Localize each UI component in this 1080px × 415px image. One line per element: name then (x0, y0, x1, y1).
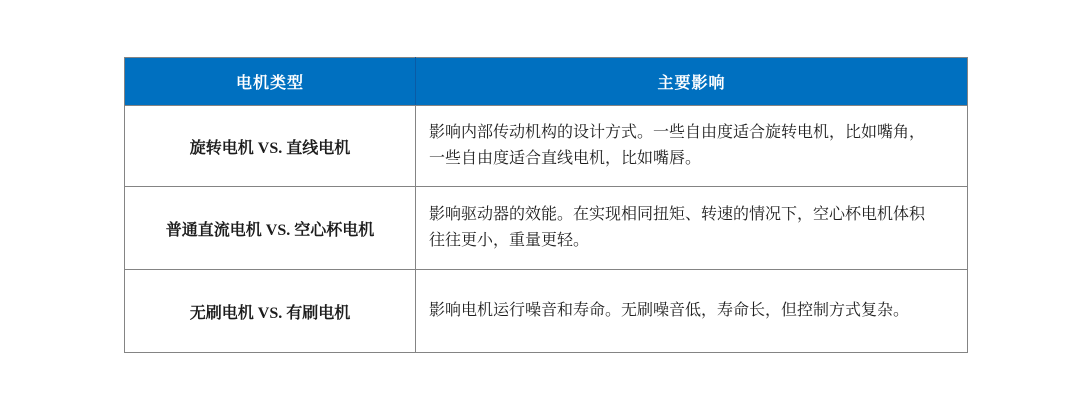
header-cell-motor-type: 电机类型 (125, 58, 416, 106)
cell-motor-type-brushless-vs-brushed: 无刷电机 VS. 有刷电机 (125, 270, 416, 353)
cell-impact-brushless-vs-brushed: 影响电机运行噪音和寿命。无刷噪音低，寿命长，但控制方式复杂。 (416, 270, 968, 353)
table-body (125, 106, 968, 353)
motor-comparison-table-container (124, 57, 968, 353)
table-row (125, 187, 968, 270)
header-cell-main-impact: 主要影响 (416, 58, 968, 106)
cell-impact-rotary-vs-linear: 影响内部传动机构的设计方式。一些自由度适合旋转电机，比如嘴角，一些自由度适合直线电机，比如嘴唇。 (416, 106, 968, 187)
cell-impact-dc-vs-coreless: 影响驱动器的效能。在实现相同扭矩、转速的情况下，空心杯电机体积往往更小，重量更轻。 (416, 187, 968, 270)
table-header (125, 58, 968, 106)
table-row (125, 270, 968, 353)
table-row (125, 106, 968, 187)
cell-motor-type-dc-vs-coreless: 普通直流电机 VS. 空心杯电机 (125, 187, 416, 270)
cell-motor-type-rotary-vs-linear: 旋转电机 VS. 直线电机 (125, 106, 416, 187)
motor-comparison-table (124, 57, 968, 353)
header-row (125, 58, 968, 106)
